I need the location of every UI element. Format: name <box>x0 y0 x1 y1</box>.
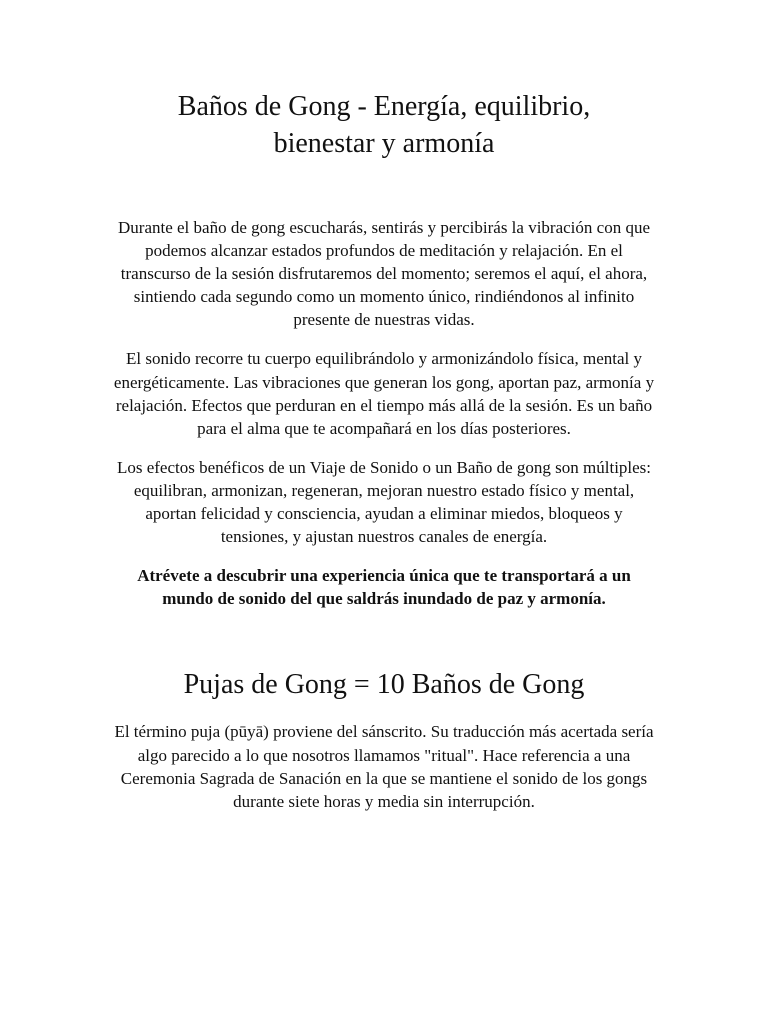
paragraph-2: El sonido recorre tu cuerpo equilibrándolo y armonizándolo física, mental y energéticamente. Las vibraciones que generan los gong, aportan paz, armonía y relajación. Efectos que perduran en el tiempo más allá de la sesión. Es un baño para el alma que te acompañará en los días posteriores. <box>113 349 655 438</box>
intro-section <box>110 216 658 610</box>
page-title <box>110 88 658 162</box>
paragraph-3: Los efectos benéficos de un Viaje de Sonido o un Baño de gong son múltiples: equilibran, armonizan, regeneran, mejoran nuestro estado físico y mental, aportan felicidad y consciencia, ayudan a eliminar miedos, bloqueos y tensiones, y ajustan nuestros canales de energía. <box>116 457 652 547</box>
paragraph-1: Durante el baño de gong escucharás, sentirás y percibirás la vibración con que podemos alcanzar estados profundos de meditación y relajación. En el transcurso de la sesión disfrutaremos del momento; seremos el aquí, el ahora, sintiendo cada segundo como un momento único, rindiéndonos al infinito presente de nuestras vidas. <box>118 218 650 330</box>
title-line-2: bienestar y armonía <box>273 128 495 159</box>
highlight-paragraph: Atrévete a descubrir una experiencia única que te transportará a un mundo de sonido del que saldrás inundado de paz y armonía. <box>137 566 631 609</box>
section-title-pujas: Pujas de Gong = 10 Baños de Gong <box>183 669 585 701</box>
title-line-1: Baños de Gong - Energía, equilibrio, <box>177 91 591 122</box>
pujas-paragraph: El término puja (pūyā) proviene del sánscrito. Su traducción más acertada sería algo parecido a lo que nosotros llamamos "ritual". Hace referencia a una Ceremonia Sagrada de Sanación en la que se mantiene el sonido de los gongs durante siete horas y media sin interrupción. <box>114 722 654 811</box>
